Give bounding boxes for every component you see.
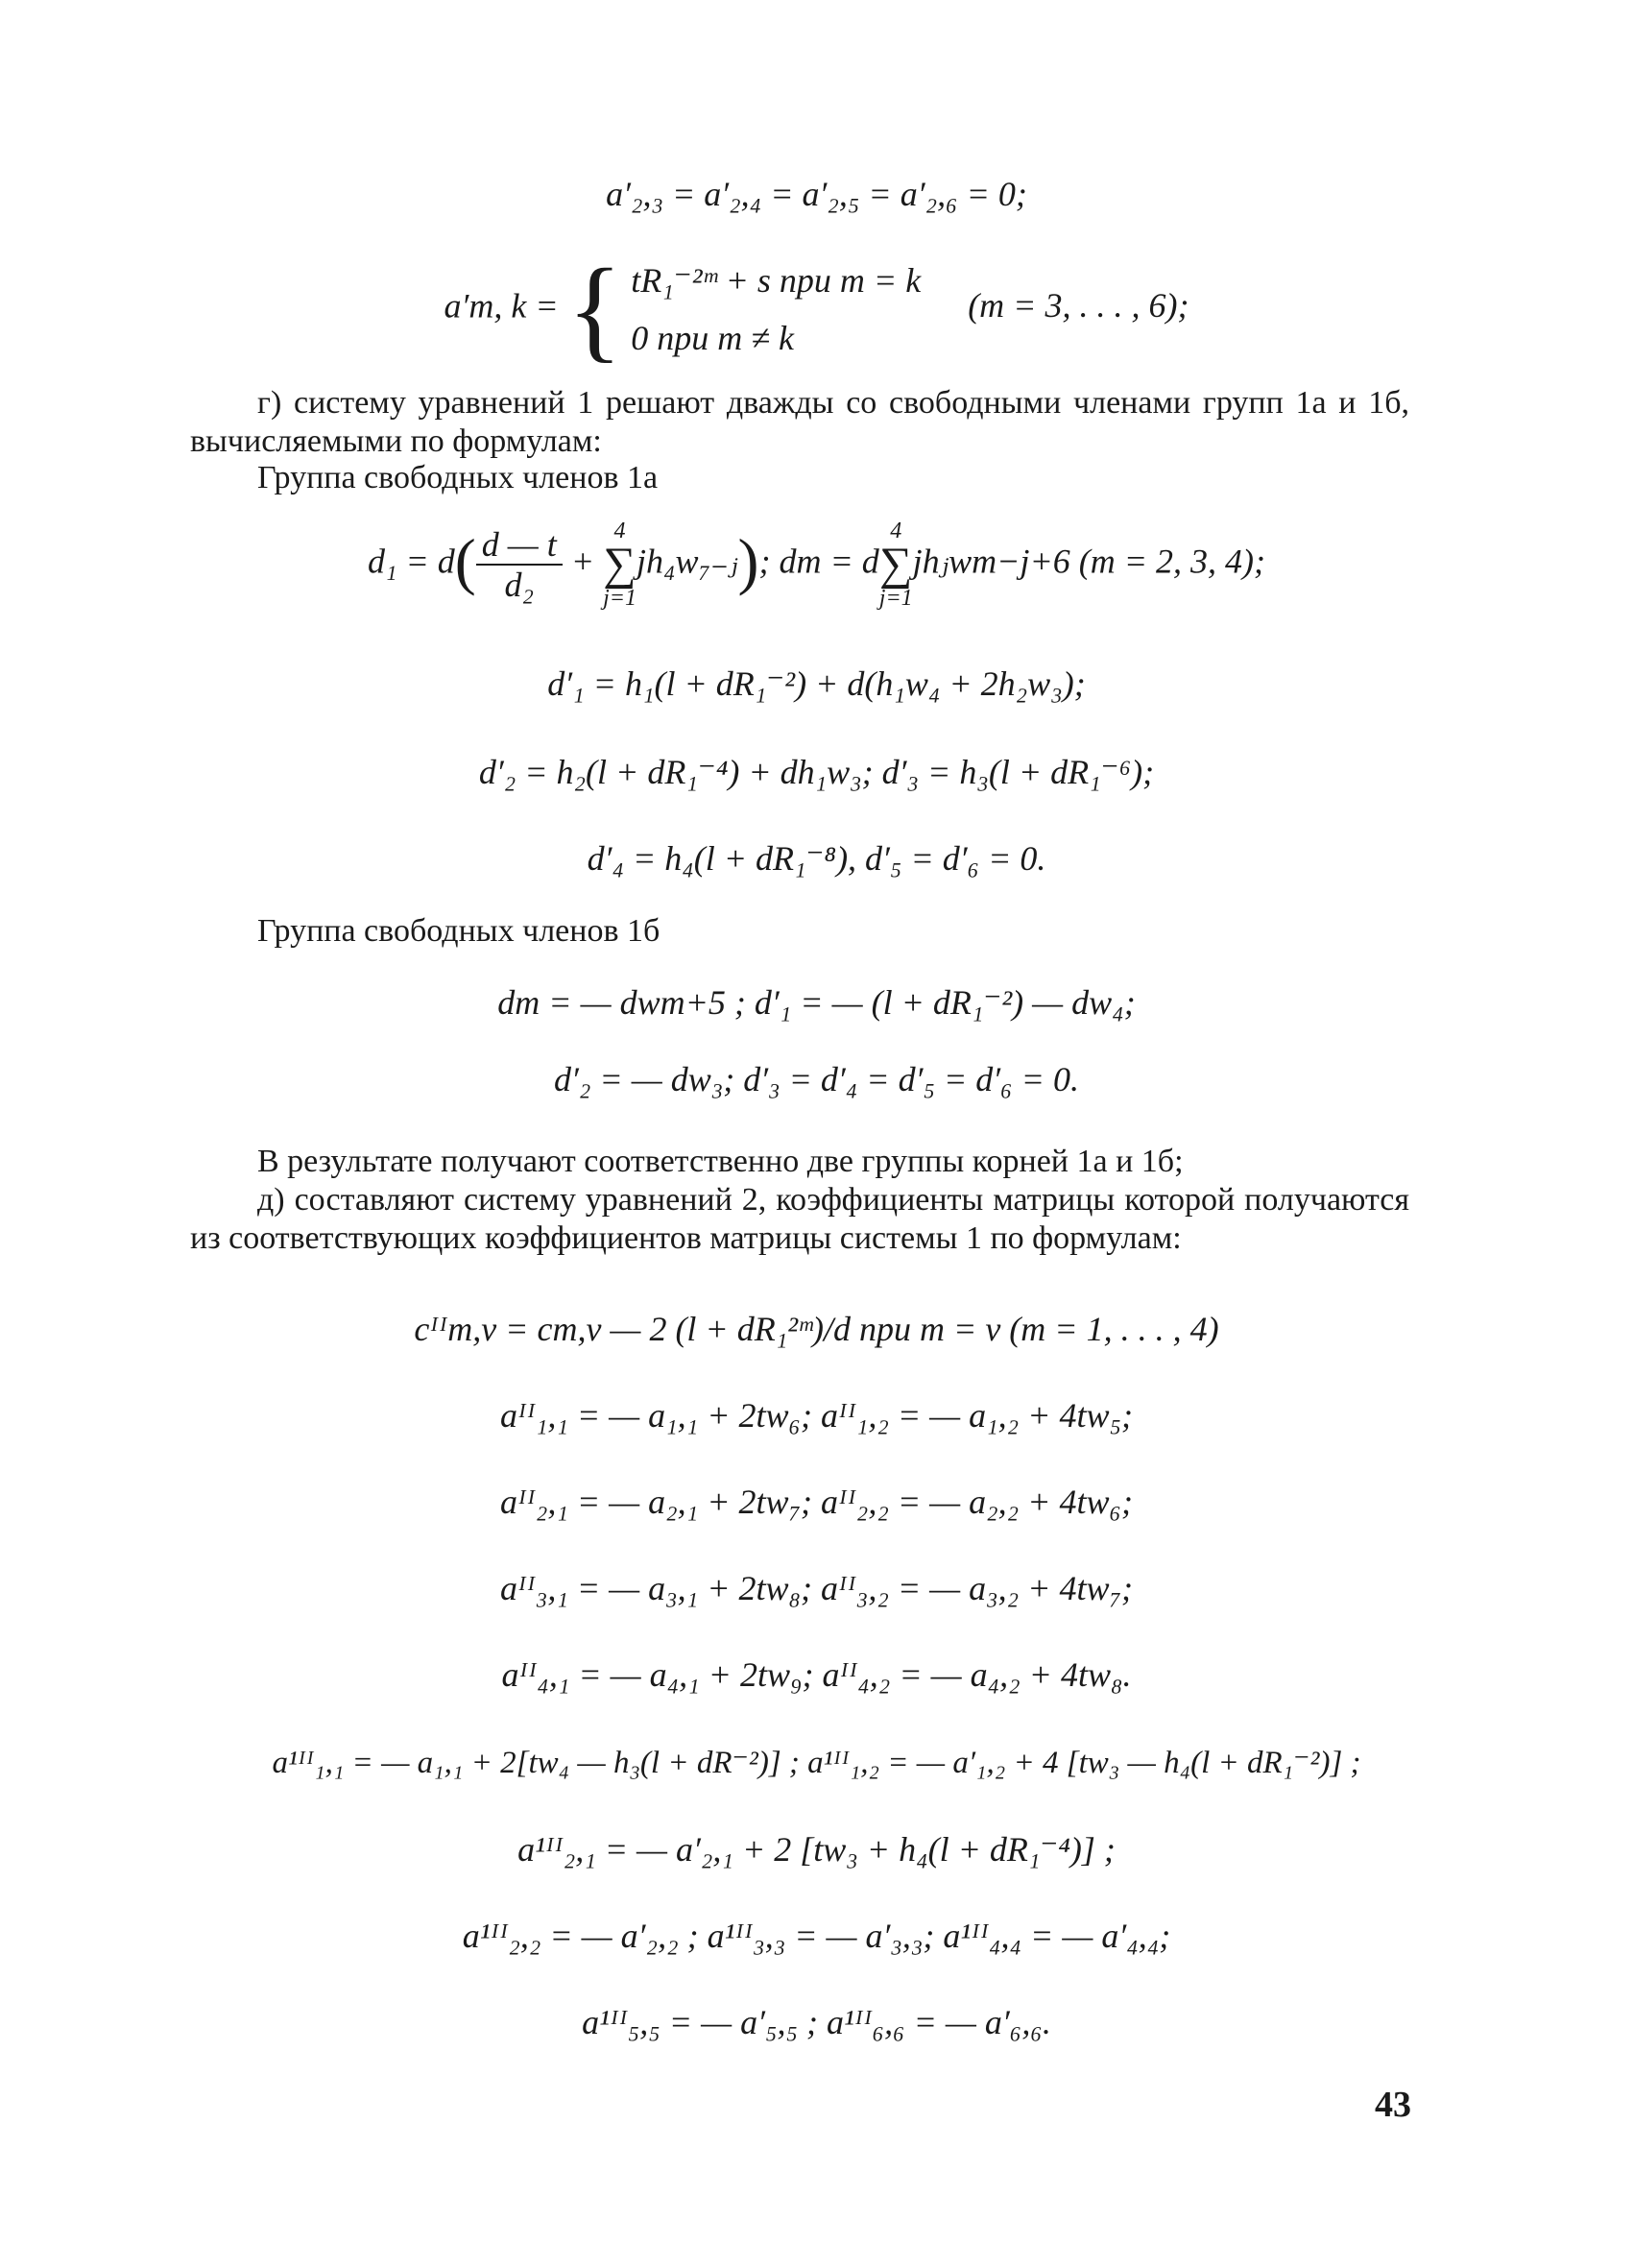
summation-lower-limit: j=1 (603, 586, 636, 611)
paragraph-g: г) систему уравнений 1 решают дважды со свободными членами групп 1а и 1б, вычисляемыми по формулам: (190, 385, 1409, 459)
summation-upper-limit: 4 (890, 519, 902, 543)
sigma-symbol: ∑ (879, 539, 913, 590)
summation-dm-body: jhⱼwm−j+6 (912, 542, 1070, 581)
summation-d1-body: jh₄w₇₋ⱼ (636, 542, 738, 581)
summation-dm (879, 519, 913, 611)
page-number: 43 (1375, 2085, 1411, 2125)
equation-amk-range: (m = 3, . . . , 6); (968, 286, 1189, 326)
equation-amk-lhs: a′m, k = (444, 286, 559, 326)
equation-d-prime-2-3: d′₂ = h₂(l + dR₁⁻⁴) + dh₁w₃; d′₃ = h₃(l + dR₁⁻⁶); (478, 753, 1155, 791)
fraction-d-minus-t (476, 525, 563, 604)
sigma-symbol: ∑ (603, 539, 636, 590)
paragraph-result: В результате получают соответственно две группы корней 1а и 1б; (257, 1144, 1184, 1179)
fraction-numerator: d — t (476, 525, 563, 566)
equation-a-1II-row-3: a¹ᴵᴵ₂,₂ = — a′₂,₂ ; a¹ᴵᴵ₃,₃ = — a′₃,₃; a¹ᴵᴵ₄,₄ = — a′₄,₄; (462, 1917, 1171, 1955)
paragraph-d: д) составляют систему уравнений 2, коэффициенты матрицы которой получаются из соответствующих коэффициентов матрицы системы 1 по формулам: (190, 1182, 1409, 1256)
equation-d1-lhs: d₁ = d (367, 542, 455, 581)
equation-group-1b-2: d′₂ = — dw₃; d′₃ = d′₄ = d′₅ = d′₆ = 0. (554, 1060, 1079, 1098)
equation-a-II-row-4: aᴵᴵ₄,₁ = — a₄,₁ + 2tw₉; aᴵᴵ₄,₂ = — a₄,₂ + 4tw₈. (501, 1655, 1132, 1694)
equation-a-II-row-1: aᴵᴵ₁,₁ = — a₁,₁ + 2tw₆; aᴵᴵ₁,₂ = — a₁,₂ + 4tw₅; (500, 1396, 1133, 1435)
equation-a-1II-row-2: a¹ᴵᴵ₂,₁ = — a′₂,₁ + 2 [tw₃ + h₄(l + dR₁⁻⁴)] ; (517, 1830, 1116, 1869)
equation-a-II-row-3: aᴵᴵ₃,₁ = — a₃,₁ + 2tw₈; aᴵᴵ₃,₂ = — a₃,₂ + 4tw₇; (500, 1569, 1133, 1607)
equation-d-prime-1: d′₁ = h₁(l + dR₁⁻²) + d(h₁w₄ + 2h₂w₃); (547, 664, 1086, 703)
left-paren-symbol: ( (454, 526, 476, 597)
summation-d1 (603, 519, 636, 611)
equation-a-1II-row-1: a¹ᴵᴵ₁,₁ = — a₁,₁ + 2[tw₄ — h₃(l + dR⁻²)] ; a¹ᴵᴵ₁,₂ = — a′₁,₂ + 4 [tw₃ — h₄(l + dR₁⁻²)] ; (272, 1746, 1361, 1780)
equation-c-II: cᴵᴵm,ν = cm,ν — 2 (l + dR₁²ᵐ)/d при m = ν (m = 1, . . . , 4) (414, 1310, 1219, 1348)
equation-a-II-row-2: aᴵᴵ₂,₁ = — a₂,₁ + 2tw₇; aᴵᴵ₂,₂ = — a₂,₂ + 4tw₆; (500, 1483, 1133, 1521)
equation-amk-cases (0, 245, 1633, 376)
equation-amk-case-2: 0 при m ≠ k (631, 319, 795, 357)
left-brace-symbol: { (566, 245, 623, 373)
equation-d-prime-4-6: d′₄ = h₄(l + dR₁⁻⁸), d′₅ = d′₆ = 0. (587, 839, 1046, 878)
equation-group-1b-1: dm = — dwm+5 ; d′₁ = — (l + dR₁⁻²) — dw₄; (497, 983, 1136, 1022)
equation-a-1II-row-4: a¹ᴵᴵ₅,₅ = — a′₅,₅ ; a¹ᴵᴵ₆,₆ = — a′₆,₆. (582, 2003, 1051, 2041)
equation-dm-range: (m = 2, 3, 4); (1078, 542, 1266, 581)
heading-group-1b: Группа свободных членов 1б (257, 913, 660, 949)
equation-amk-case-1: tR₁⁻²ᵐ + s при m = k (631, 261, 922, 300)
equation-d1-dm: d₁ = d( $\frac{d — t}{\text{d₂}}$ + 4 ∑ j=1 jh₄w₇₋ⱼ); dm = d 4 ∑ j=1 jhⱼwm−j+6 (m = 2, 3, 4); (367, 519, 1266, 611)
summation-lower-limit: j=1 (878, 586, 913, 611)
equation-a2-zero: a′₂,₃ = a′₂,₄ = a′₂,₅ = a′₂,₆ = 0; (606, 175, 1027, 213)
equation-amk-case-list (631, 252, 921, 367)
heading-group-1a: Группа свободных членов 1а (257, 460, 659, 495)
right-paren-symbol: ) (737, 526, 759, 597)
summation-upper-limit: 4 (613, 519, 626, 543)
equation-dm-lhs: ; dm = d (758, 542, 879, 581)
fraction-denominator: d₂ (504, 566, 535, 604)
